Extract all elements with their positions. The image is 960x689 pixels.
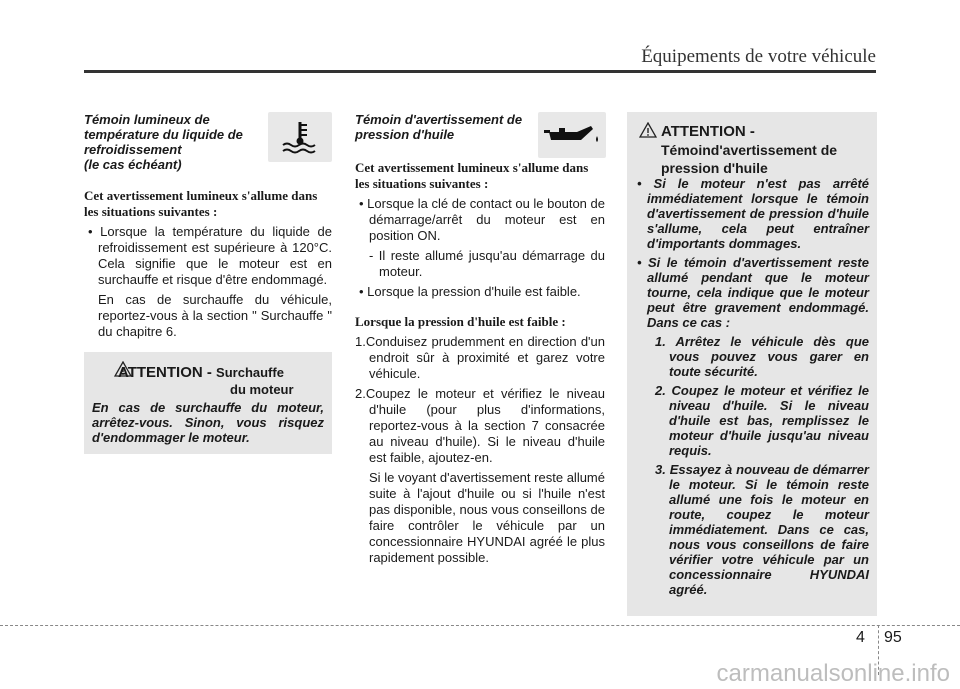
- overheat-warning-text: En cas de surchauffe du moteur, arrêtez-vous. Sinon, vous risquez d'endommager le moteur.: [92, 400, 324, 445]
- title-line: pression d'huile: [355, 127, 455, 142]
- oil-warning-step-2: 2. Coupez le moteur et vérifiez le niveau d'huile. Si le niveau d'huile est bas, remplissez le moteur d'huile jusqu'au niveau requis.: [655, 383, 869, 458]
- header-rule: [84, 70, 876, 73]
- page-header-title: Équipements de votre véhicule: [641, 46, 876, 67]
- coolant-intro: [84, 188, 332, 220]
- footer-dashed-rule: [0, 625, 960, 626]
- overheat-warning-box: [84, 352, 332, 454]
- intro-line: Cet avertissement lumineux s'allume dans: [355, 160, 589, 175]
- title-line: Témoin lumineux de: [84, 112, 210, 127]
- oil-warning-step-3: 3. Essayez à nouveau de démarrer le moteur. Si le témoin reste allumé une fois le moteur en route, coupez le moteur immédiatement. Dans ce cas, nous vous conseillons de faire vérifier votre véhicule par un concessionnaire HYUNDAI agréé.: [655, 462, 869, 597]
- intro-line: les situations suivantes :: [84, 204, 218, 219]
- low-pressure-heading: Lorsque la pression d'huile est faible :: [355, 314, 566, 329]
- title-line: Témoin d'avertissement de: [355, 112, 523, 127]
- oil-step-2: 2.Coupez le moteur et vérifiez le niveau d'huile (pour plus d'informations, reportez-vous à la section 7 consacrée au niveau d'huile). Si le niveau d'huile est faible, ajoutez-en.: [355, 386, 605, 465]
- oil-pressure-warning-box: [627, 112, 877, 616]
- oil-warning-bullet-1: • Si le moteur n'est pas arrêté immédiatement lorsque le témoin d'avertissement de pression d'huile s'allume, cela peut entraîner d'importants dommages.: [637, 176, 869, 251]
- title-line: ATTENTION -: [661, 123, 755, 140]
- oil-bullet-low-pressure: • Lorsque la pression d'huile est faible.: [359, 284, 581, 299]
- coolant-warning-title: [84, 112, 264, 172]
- coolant-bullet-temperature: • Lorsque la température du liquide de refroidissement est supérieure à 120°C. Cela signifie que le moteur est en surchauffe et risque d'être endommagé.: [88, 224, 332, 287]
- oil-can-icon: [538, 112, 606, 158]
- intro-line: les situations suivantes :: [355, 176, 489, 191]
- overheat-warning-title: Surchauffe: [216, 365, 284, 380]
- oil-sub-bullet: - Il reste allumé jusqu'au démarrage du moteur.: [369, 248, 605, 279]
- oil-warning-body: [635, 176, 869, 601]
- intro-line: Cet avertissement lumineux s'allume dans: [84, 188, 318, 203]
- oil-warning-bullet-2: • Si le témoin d'avertissement reste allumé pendant que le moteur tourne, cela indique que le moteur peut être gravement endommagé. Dans ce cas :: [637, 255, 869, 330]
- overheat-warning-title-2: du moteur: [230, 382, 294, 397]
- middle-column: [355, 112, 605, 570]
- oil-warning-step-1: 1. Arrêtez le véhicule dès que vous pouvez vous garer en toute sécurité.: [655, 334, 869, 379]
- watermark: carmanualsonline.info: [716, 660, 950, 687]
- title-line: température du liquide de: [84, 127, 243, 142]
- warning-triangle-icon: [639, 122, 657, 143]
- overheat-warning-label: ATTENTION -: [118, 364, 217, 381]
- chapter-number: 4: [856, 629, 865, 646]
- oil-step-1: 1.Conduisez prudemment en direction d'un endroit sûr à proximité et garez votre véhicule.: [355, 334, 605, 381]
- title-line: (le cas échéant): [84, 157, 182, 172]
- oil-intro: [355, 160, 605, 192]
- coolant-temperature-icon: [268, 112, 332, 162]
- oil-bullet-ignition: • Lorsque la clé de contact ou le bouton de démarrage/arrêt du moteur est en position ON.: [359, 196, 605, 243]
- title-line: Témoind'avertissement de: [661, 142, 838, 158]
- oil-warning-title: [661, 123, 871, 177]
- coolant-bullet-continuation: En cas de surchauffe du véhicule, reportez-vous à la section " Surchauffe " du chapitre 6.: [98, 292, 332, 339]
- title-line: pression d'huile: [661, 160, 768, 176]
- page-number: 95: [884, 629, 902, 646]
- oil-step-2-continuation: Si le voyant d'avertissement reste allumé suite à l'ajout d'huile ou si l'huile n'est pas disponible, nous vous conseillons de faire contrôler le véhicule par un concessionnaire HYUNDAI agréé le plus rapidement possible.: [369, 470, 605, 565]
- title-line: refroidissement: [84, 142, 182, 157]
